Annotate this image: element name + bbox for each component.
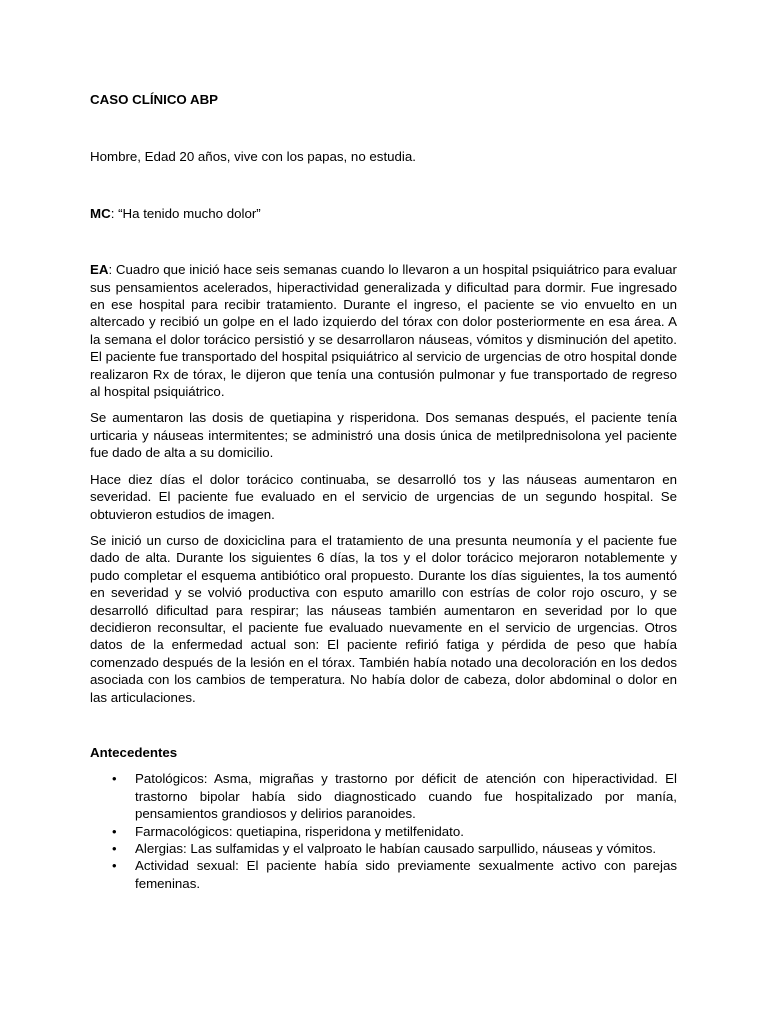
paragraph: Se aumentaron las dosis de quetiapina y risperidona. Dos semanas después, el paciente tenía urticaria y náuseas intermitentes; se administró una dosis única de metilprednisolona yel paciente fue dado de alta a su domicilio.	[90, 410, 677, 461]
list-item	[90, 770, 677, 822]
chief-complaint	[90, 205, 677, 222]
chief-complaint-text: : “Ha tenido mucho dolor”	[110, 205, 261, 221]
bullet-icon: •	[112, 823, 117, 839]
current-illness-label: EA	[90, 262, 109, 278]
list-item-text: Patológicos: Asma, migrañas y trastorno por déficit de atención con hiperactividad. El trastorno bipolar había sido diagnosticado cuando fue hospitalizado por manía, pensamientos grandiosos y delirios paranoides.	[135, 771, 677, 822]
bullet-icon: •	[112, 841, 117, 856]
current-illness	[90, 261, 677, 400]
antecedentes-heading: Antecedentes	[90, 744, 178, 760]
list-item	[90, 823, 677, 840]
list-item	[90, 840, 677, 857]
bullet-icon: •	[112, 771, 117, 787]
list-item-text: Farmacológicos: quetiapina, risperidona y metilfenidato.	[135, 823, 464, 839]
patient-demographics: Hombre, Edad 20 años, vive con los papas, no estudia.	[90, 149, 416, 165]
document-title: CASO CLÍNICO ABP	[90, 92, 219, 107]
paragraph: Se inició un curso de doxiciclina para el tratamiento de una presunta neumonía y el paciente fue dado de alta. Durante los siguientes 6 días, la tos y el dolor torácico mejoraron notablemente y pudo completar el esquema antibiótico oral propuesto. Durante los días siguientes, la tos aumentó en severidad y se volvió productiva con esputo amarillo con estrías de color rojo oscuro, y se desarrolló dificultad para respirar; las náuseas también aumentaron en severidad por lo que decidieron reconsultar, el paciente fue evaluado nuevamente en el servicio de urgencias. Otros datos de la enfermedad actual son: El paciente refirió fatiga y pérdida de peso que había comenzado después de la lesión en el tórax. También había notado una decoloración en los dedos asociada con los cambios de temperatura. No había dolor de cabeza, dolor abdominal o dolor en las articulaciones.	[90, 532, 677, 705]
document-content	[90, 91, 677, 892]
list-item-text: Actividad sexual: El paciente había sido previamente sexualmente activo con parejas femeninas.	[135, 858, 677, 891]
list-item	[90, 857, 677, 892]
bullet-icon: •	[112, 858, 117, 874]
paragraph: Hace diez días el dolor torácico continuaba, se desarrolló tos y las náuseas aumentaron en severidad. El paciente fue evaluado en el servicio de urgencias de un segundo hospital. Se obtuvieron estudios de imagen.	[90, 471, 677, 522]
antecedentes-list	[90, 770, 677, 892]
list-item-text: Alergias: Las sulfamidas y el valproato le habían causado sarpullido, náuseas y vómitos.	[135, 841, 657, 856]
current-illness-text: : Cuadro que inició hace seis semanas cuando lo llevaron a un hospital psiquiátrico para evaluar sus pensamientos acelerados, hiperactividad generalizada y dificultad para dormir. Fue ingresado en ese hospital para recibir tratamiento. Durante el ingreso, el paciente se vio envuelto en un altercado y recibió un golpe en el lado izquierdo del tórax con dolor posteriormente en esa área. A la semana el dolor torácico persistió y se desarrollaron náuseas, vómitos y disminución del apetito. El paciente fue transportado del hospital psiquiátrico al servicio de urgencias de otro hospital donde realizaron Rx de tórax, le dijeron que tenía una contusión pulmonar y fue transportado de regreso al hospital psiquiátrico.	[90, 262, 677, 400]
chief-complaint-label: MC	[90, 205, 111, 221]
